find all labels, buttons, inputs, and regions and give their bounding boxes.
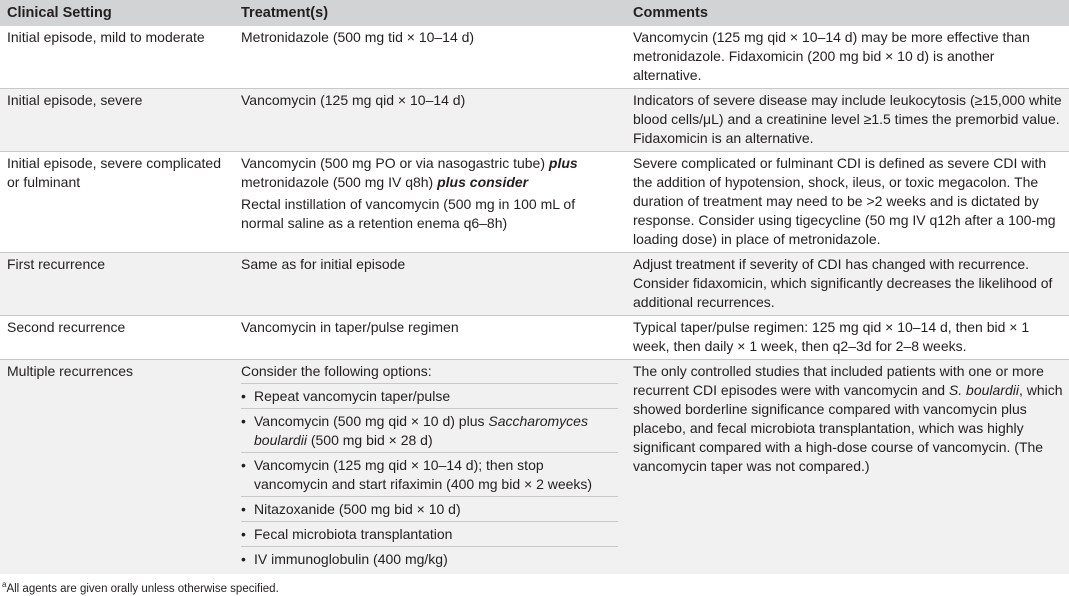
option-text: Vancomycin (500 mg qid × 10 d) plus bbox=[254, 413, 485, 429]
comments-text: The only controlled studies that included patients with one or more recurrent CDI episodes were with vancomycin and bbox=[633, 363, 1044, 398]
treatment-cell: Vancomycin in taper/pulse regimen bbox=[241, 319, 459, 335]
option-text: IV immunoglobulin (400 mg/kg) bbox=[254, 551, 448, 567]
list-item bbox=[241, 496, 618, 521]
comments-cell bbox=[624, 360, 1069, 575]
table-row bbox=[0, 89, 1069, 152]
treatment-cell bbox=[232, 360, 624, 575]
comments-cell: Indicators of severe disease may include leukocytosis (≥15,000 white blood cells/μL) and a creatinine level ≥1.5 times the premorbid value. Fidaxomicin is an alternative. bbox=[624, 89, 1069, 152]
setting-cell: Initial episode, severe bbox=[0, 89, 232, 152]
treatment-cell: Metronidazole (500 mg tid × 10–14 d) bbox=[241, 29, 475, 45]
footnote-text: All agents are given orally unless otherwise specified. bbox=[6, 582, 279, 595]
comments-cell: Adjust treatment if severity of CDI has changed with recurrence. Consider fidaxomicin, which significantly decreases the likelihood of additional recurrences. bbox=[624, 253, 1069, 316]
treatment-cell bbox=[232, 152, 624, 253]
comments-text: , which showed borderline significance compared with vancomycin plus placebo, and fecal microbiota transplantation, which was highly significant compared with a high-dose course of vancomycin. (The vancomycin taper was not compared.) bbox=[633, 382, 1063, 474]
bullet-icon: • bbox=[241, 457, 246, 473]
list-item bbox=[241, 408, 618, 452]
treatment-cell: Vancomycin (125 mg qid × 10–14 d) bbox=[232, 89, 624, 152]
table-row bbox=[0, 360, 1069, 575]
options-list bbox=[241, 383, 618, 571]
bullet-icon: • bbox=[241, 526, 246, 542]
footnote-mark: a bbox=[2, 580, 7, 589]
treatment-text: Vancomycin (500 mg PO or via nasogastric tube) bbox=[241, 155, 545, 171]
comments-cell: Typical taper/pulse regimen: 125 mg qid × 10–14 d, then bid × 1 week, then daily × 1 week, then q2–3d for 2–8 weeks. bbox=[633, 319, 1030, 354]
option-text: (500 mg bid × 28 d) bbox=[310, 432, 433, 448]
plus-emphasis: plus bbox=[548, 155, 578, 171]
footnote bbox=[0, 574, 1069, 596]
table-row bbox=[0, 253, 1069, 316]
list-item bbox=[241, 452, 618, 496]
setting-cell: Multiple recurrences bbox=[0, 360, 232, 575]
bullet-icon: • bbox=[241, 388, 246, 404]
table-row bbox=[0, 152, 1069, 253]
setting-cell: Initial episode, severe complicated or fulminant bbox=[7, 155, 222, 190]
header-clinical-setting: Clinical Setting bbox=[0, 0, 232, 26]
table-header-row bbox=[0, 0, 1069, 26]
treatment-paragraph bbox=[241, 154, 618, 192]
treatment-paragraph: Rectal instillation of vancomycin (500 mg in 100 mL of normal saline as a retention enema q6–8h) bbox=[241, 196, 576, 231]
plus-consider-emphasis: plus consider bbox=[437, 174, 529, 190]
treatment-cell: Same as for initial episode bbox=[232, 253, 624, 316]
option-organism: Saccharomyces boulardii bbox=[254, 413, 588, 448]
option-text: Fecal microbiota transplantation bbox=[254, 526, 453, 542]
option-text: Nitazoxanide (500 mg bid × 10 d) bbox=[254, 501, 461, 517]
treatment-text: metronidazole (500 mg IV q8h) bbox=[241, 174, 434, 190]
setting-cell: First recurrence bbox=[0, 253, 232, 316]
options-intro: Consider the following options: bbox=[241, 363, 432, 379]
header-treatments: Treatment(s) bbox=[232, 0, 624, 26]
comments-cell: Severe complicated or fulminant CDI is defined as severe CDI with the addition of hypotension, shock, ileus, or toxic megacolon. The duration of treatment may need to be >2 weeks and is dictated by response. Consider using tigecycline (50 mg IV q12h after a 100-mg loading dose) in place of metronidazole. bbox=[633, 155, 1056, 247]
setting-cell: Second recurrence bbox=[7, 319, 126, 335]
header-comments: Comments bbox=[624, 0, 1069, 26]
comments-organism: S. boulardii bbox=[948, 382, 1019, 398]
comments-cell: Vancomycin (125 mg qid × 10–14 d) may be more effective than metronidazole. Fidaxomicin (200 mg bid × 10 d) is another alternative. bbox=[633, 29, 1030, 83]
list-item bbox=[241, 546, 618, 571]
option-text: Vancomycin (125 mg qid × 10–14 d); then stop vancomycin and start rifaximin (400 mg bid × 2 weeks) bbox=[254, 457, 593, 492]
table-row bbox=[0, 26, 1069, 89]
table-row bbox=[0, 316, 1069, 360]
setting-cell: Initial episode, mild to moderate bbox=[7, 29, 205, 45]
bullet-icon: • bbox=[241, 501, 246, 517]
bullet-icon: • bbox=[241, 551, 246, 567]
option-text: Repeat vancomycin taper/pulse bbox=[254, 388, 451, 404]
bullet-icon: • bbox=[241, 413, 246, 429]
list-item bbox=[241, 521, 618, 546]
list-item bbox=[241, 383, 618, 408]
